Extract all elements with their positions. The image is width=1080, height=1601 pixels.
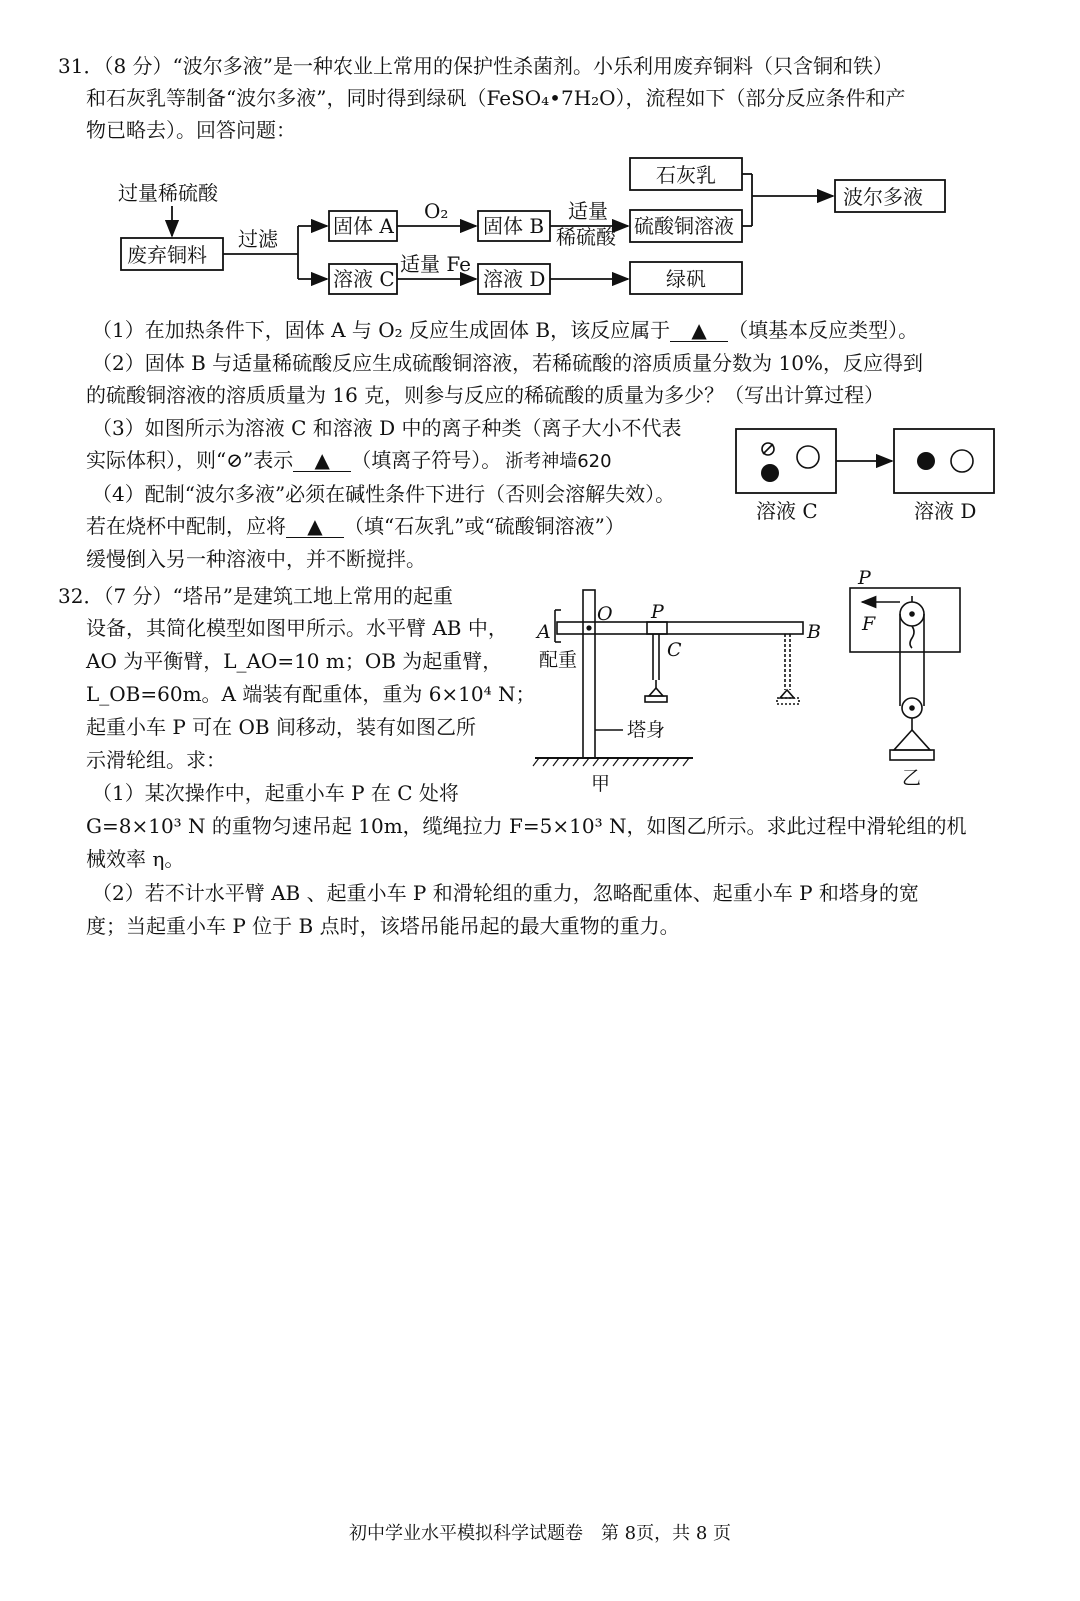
q31-sub4-line-1: （4）配制“波尔多液”必须在碱性条件下进行（否则会溶解失效）。 — [92, 482, 676, 506]
pulley-load — [890, 750, 934, 760]
q31-line-3: 物已略去）。回答问题： — [86, 118, 296, 142]
label-f: F — [862, 613, 876, 635]
page-footer: 初中学业水平模拟科学试题卷 第 8页，共 8 页 — [348, 1523, 732, 1544]
label-b: B — [807, 621, 821, 643]
label-p2: P — [858, 570, 871, 589]
load-c — [645, 696, 667, 702]
answer-blank-1: ▲ — [670, 319, 728, 342]
pulley-figure — [840, 570, 980, 790]
label-right-acid-1: 适量 — [568, 199, 608, 223]
q31-line-1: 31．（8 分）“波尔多液”是一种农业上常用的保护性杀菌剂。小乐利用废弃铜料（只含铜和铁） — [58, 54, 893, 78]
load-b — [777, 698, 799, 704]
slashed-ion-icon — [762, 443, 774, 455]
label-solid-b: 固体 B — [483, 214, 545, 238]
watermark: 浙考神墙620 — [505, 451, 612, 472]
solution-d-box — [894, 429, 994, 493]
q31-sub4-line-3: 缓慢倒入另一种溶液中，并不断搅拌。 — [86, 547, 426, 571]
trolley-p — [647, 622, 667, 634]
flowchart — [0, 150, 1080, 310]
label-fe: 适量 Fe — [400, 252, 471, 276]
label-cuso4: 硫酸铜溶液 — [634, 214, 734, 238]
filled-ion-icon — [761, 464, 779, 482]
q31-sub1 — [92, 316, 918, 344]
q31-sub4-line-2 — [86, 512, 625, 540]
q31-sub3-line-2 — [86, 446, 612, 476]
label-sol-c: 溶液 C — [333, 267, 395, 291]
q32-sub1-line-1: （1）某次操作中，起重小车 P 在 C 处将 — [92, 781, 459, 805]
label-right-acid-2: 稀硫酸 — [556, 225, 616, 249]
label-vitriol: 绿矾 — [666, 267, 706, 291]
q31-sub3-tail: （填离子符号）。 — [351, 448, 502, 472]
q31-sub3-text: 实际体积），则“⊘”表示 — [86, 448, 294, 472]
q32-line-3: AO 为平衡臂，L_AO=10 m；OB 为起重臂， — [86, 649, 503, 673]
q31-sub3-line-1: （3）如图所示为溶液 C 和溶液 D 中的离子种类（离子大小不代表 — [92, 416, 682, 440]
hollow-ion-icon — [797, 446, 819, 468]
q31-sub4-text: 若在烧杯中配制，应将 — [86, 514, 286, 538]
solution-c-box — [736, 429, 836, 493]
q31-sub2-line-2: 的硫酸铜溶液的溶质质量为 16 克，则参与反应的稀硫酸的质量为多少？（写出计算过程） — [86, 383, 885, 407]
label-lime: 石灰乳 — [656, 163, 716, 187]
label-tower: 塔身 — [627, 719, 666, 741]
label-p: P — [651, 601, 664, 623]
label-waste: 废弃铜料 — [127, 243, 207, 267]
label-acid: 过量稀硫酸 — [118, 181, 218, 205]
hollow-ion-icon-d — [951, 450, 973, 472]
q31-line-2: 和石灰乳等制备“波尔多液”，同时得到绿矾（FeSO₄•7H₂O），流程如下（部分反应条件和产 — [86, 86, 906, 110]
q32-line-1: 32．（7 分）“塔吊”是建筑工地上常用的起重 — [58, 584, 453, 608]
label-solution-c: 溶液 C — [756, 499, 818, 523]
label-sol-d: 溶液 D — [483, 267, 546, 291]
q31-sub1-tail: （填基本反应类型）。 — [728, 318, 919, 342]
filled-ion-icon-d — [917, 452, 935, 470]
q31-sub1-text: （1）在加热条件下，固体 A 与 O₂ 反应生成固体 B，该反应属于 — [92, 318, 671, 342]
horizontal-arm — [557, 622, 803, 634]
label-jia: 甲 — [591, 773, 611, 795]
q31-sub4-tail: （填“石灰乳”或“硫酸铜溶液”） — [344, 514, 625, 538]
label-o2: O₂ — [424, 199, 449, 223]
q32-line-5: 起重小车 P 可在 OB 间移动，装有如图乙所 — [86, 715, 476, 739]
label-solid-a: 固体 A — [333, 214, 394, 238]
q32-line-6: 示滑轮组。求： — [86, 748, 226, 772]
q31-sub2-line-1: （2）固体 B 与适量稀硫酸反应生成硫酸铜溶液，若稀硫酸的溶质质量分数为 10%，反应得到 — [92, 351, 923, 375]
q32-sub2-line-2: 度；当起重小车 P 位于 B 点时，该塔吊能吊起的最大重物的重力。 — [86, 914, 680, 938]
q32-sub1-line-3: 械效率 η。 — [86, 847, 185, 871]
tower-crane-figure — [525, 580, 825, 800]
q32-sub1-line-2: G=8×10³ N 的重物匀速吊起 10m，缆绳拉力 F=5×10³ N，如图乙所示。求此过程中滑轮组的机 — [86, 814, 967, 838]
answer-blank-4: ▲ — [286, 515, 344, 538]
q32-line-4: L_OB=60m。A 端装有配重体，重为 6×10⁴ N； — [86, 682, 536, 706]
q32-line-2: 设备，其简化模型如图甲所示。水平臂 AB 中， — [86, 616, 508, 640]
label-counterweight: 配重 — [539, 649, 578, 671]
q32-sub2-line-1: （2）若不计水平臂 AB 、起重小车 P 和滑轮组的重力，忽略配重体、起重小车 P 和塔身的宽 — [92, 881, 919, 905]
label-c: C — [667, 639, 682, 661]
label-a: A — [537, 621, 551, 643]
label-o: O — [597, 603, 613, 625]
tower-body — [583, 590, 595, 758]
label-bordeaux: 波尔多液 — [843, 185, 923, 209]
ion-diagram — [730, 425, 1000, 530]
answer-blank-3: ▲ — [293, 449, 351, 472]
label-yi: 乙 — [902, 767, 922, 789]
label-solution-d: 溶液 D — [914, 499, 977, 523]
label-filter: 过滤 — [238, 227, 278, 251]
